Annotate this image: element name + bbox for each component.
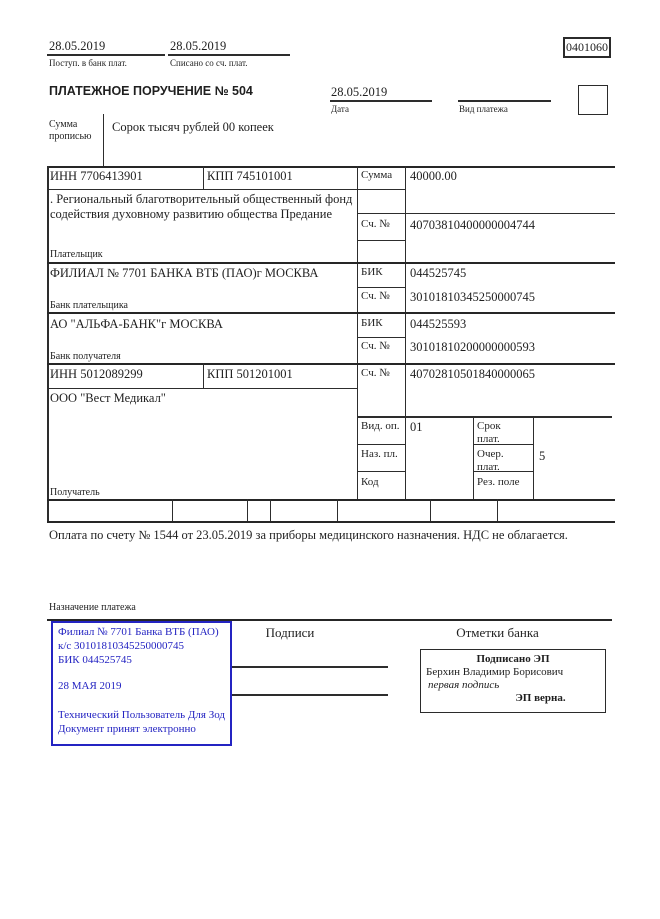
blue-stamp-corr-account: к/с 30101810345250000745 [58, 639, 185, 652]
table-line [430, 499, 431, 522]
table-line [357, 240, 405, 241]
payer-name: . Региональный благотворительный общественный фонд содействия духовному развитию общества Предание [50, 192, 353, 221]
debited-date-label: Списано со сч. плат. [170, 58, 248, 68]
payer-bank-label: Банк плательщика [50, 300, 128, 311]
debited-date: 28.05.2019 [170, 39, 227, 53]
payer-label: Плательщик [50, 249, 103, 260]
amount-divider-line [103, 114, 104, 166]
payer-account: 40703810400000004744 [410, 218, 535, 232]
purpose-label: Назначение платежа [49, 602, 136, 613]
document-date: 28.05.2019 [331, 85, 388, 99]
blue-stamp-bik: БИК 044525745 [58, 653, 132, 666]
payee-bank-bik: 044525593 [410, 317, 467, 331]
table-line [47, 521, 615, 523]
form-code-box [563, 37, 611, 58]
table-line [533, 416, 534, 500]
pay-purpose-label: Наз. пл. [361, 448, 398, 460]
payment-type-label: Вид платежа [459, 104, 508, 114]
purpose-text: Оплата по счету № 1544 от 23.05.2019 за приборы медицинского назначения. НДС не облагается. [49, 528, 568, 542]
payee-account-label: Сч. № [361, 367, 390, 379]
table-line [247, 499, 248, 522]
payer-bank-account-label: Сч. № [361, 290, 390, 302]
table-line [357, 337, 405, 338]
label-value-divider [405, 166, 406, 500]
table-line [47, 166, 615, 168]
blue-stamp-user: Технический Пользователь Для Зод [58, 709, 226, 721]
table-line [47, 262, 615, 264]
table-line [172, 499, 173, 522]
stamp-signer-name: Берхин Владимир Борисович [426, 665, 564, 678]
payee-bank-account-label: Сч. № [361, 340, 390, 352]
table-line [47, 189, 405, 190]
table-line [357, 471, 405, 472]
payee-account: 40702810501840000065 [410, 367, 535, 381]
table-line [337, 499, 338, 522]
amount-in-words-label: Сумма прописью [49, 119, 92, 142]
signature-line-2 [232, 694, 388, 696]
signature-line-1 [232, 666, 388, 668]
signed-ep-stamp [420, 649, 606, 713]
date-line [330, 100, 432, 102]
table-line [270, 499, 271, 522]
received-date-label: Поступ. в банк плат. [49, 58, 127, 68]
payee-inn: ИНН 5012089299 [50, 367, 143, 381]
table-line [47, 363, 615, 365]
bank-acceptance-stamp [51, 621, 232, 746]
signatures-title: Подписи [265, 625, 315, 640]
payee-bank-name: АО "АЛЬФА-БАНК"г МОСКВА [50, 317, 223, 331]
payee-bank-bik-label: БИК [361, 317, 383, 329]
blue-stamp-accepted: Документ принят электронно [58, 722, 196, 735]
sum-value: 40000.00 [410, 169, 457, 183]
payer-bank-bik: 044525745 [410, 266, 467, 280]
table-line [497, 499, 498, 522]
bank-marks-title: Отметки банка [456, 625, 539, 640]
payee-name: ООО "Вест Медикал" [50, 391, 166, 405]
op-type-value: 01 [410, 420, 423, 434]
payment-type-box [578, 85, 608, 115]
stamp-ep-valid: ЭП верна. [515, 691, 566, 704]
payee-bank-label: Банк получателя [50, 351, 121, 362]
code-label: Код [361, 476, 379, 488]
inn-kpp-divider-payee [203, 363, 204, 388]
res-field-label: Рез. поле [477, 476, 520, 488]
sum-label: Сумма [361, 169, 393, 181]
payee-kpp: КПП 501201001 [207, 367, 293, 381]
inn-kpp-divider [203, 166, 204, 189]
blue-stamp-bank-name: Филиал № 7701 Банка ВТБ (ПАО) [58, 626, 219, 638]
pay-order-label: Очер. плат. [477, 448, 504, 473]
table-middle-divider [357, 166, 358, 500]
received-date: 28.05.2019 [49, 39, 106, 53]
table-line [47, 388, 357, 389]
received-date-line [47, 54, 165, 56]
table-left-border [47, 166, 49, 522]
payer-account-label: Сч. № [361, 218, 390, 230]
payer-bank-account: 30101810345250000745 [410, 290, 535, 304]
document-title: ПЛАТЕЖНОЕ ПОРУЧЕНИЕ № 504 [49, 84, 253, 98]
table-line [357, 444, 405, 445]
table-line [357, 416, 612, 418]
stamp-signed-ep: Подписано ЭП [476, 653, 550, 665]
pay-term-label: Срок плат. [477, 420, 501, 445]
date-label: Дата [331, 104, 349, 114]
table-line [47, 499, 615, 501]
blue-stamp-date: 28 МАЯ 2019 [58, 680, 122, 693]
table-line [473, 416, 474, 500]
pay-order-value: 5 [539, 449, 546, 463]
form-code: 0401060 [566, 40, 608, 54]
payer-bank-bik-label: БИК [361, 266, 383, 278]
table-line [357, 213, 615, 214]
payee-label: Получатель [50, 487, 100, 498]
stamp-first-signature: первая подпись [428, 678, 500, 691]
amount-in-words: Сорок тысяч рублей 00 копеек [112, 120, 274, 134]
payer-kpp: КПП 745101001 [207, 169, 293, 183]
payer-inn: ИНН 7706413901 [50, 169, 143, 183]
payer-bank-name: ФИЛИАЛ № 7701 БАНКА ВТБ (ПАО)г МОСКВА [50, 266, 319, 280]
payee-bank-account: 30101810200000000593 [410, 340, 535, 354]
op-type-label: Вид. оп. [361, 420, 400, 432]
table-line [47, 312, 615, 314]
table-line [357, 287, 405, 288]
payment-type-line [458, 100, 551, 102]
debited-date-line [168, 54, 290, 56]
